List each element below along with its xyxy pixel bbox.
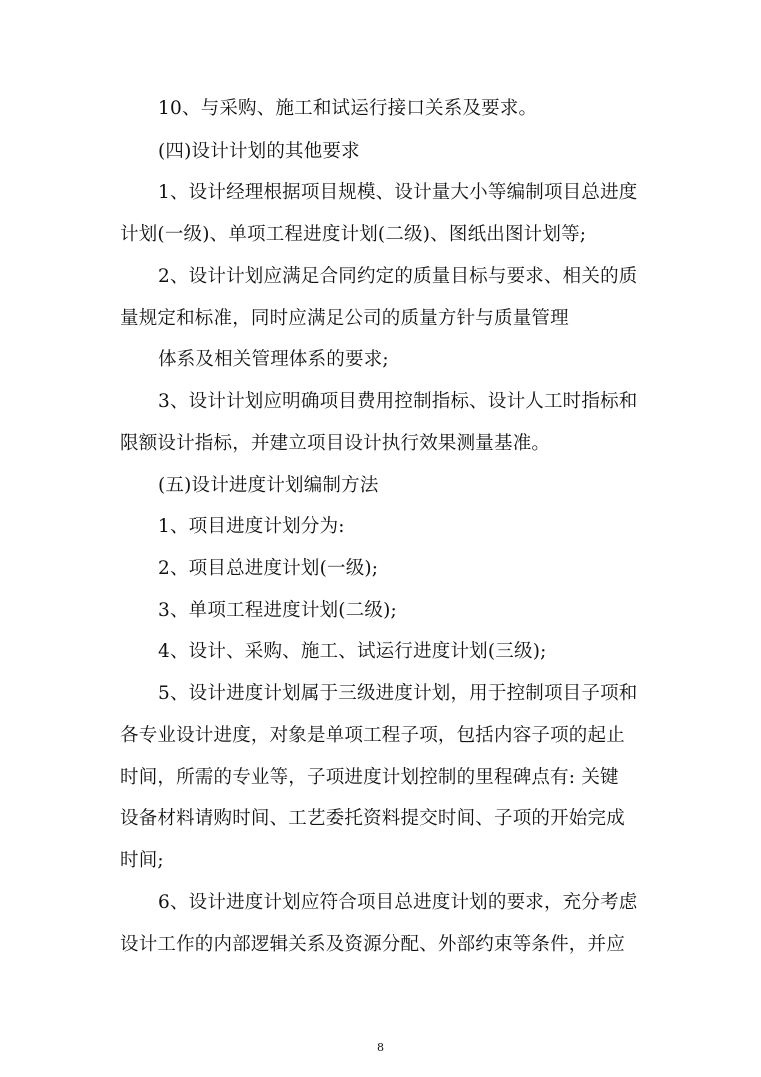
text-line-15: 5、设计进度计划属于三级进度计划，用于控制项目子项和 <box>158 683 638 704</box>
text-line-12: 2、项目总进度计划(一级); <box>158 558 379 579</box>
text-line-8: 3、设计计划应明确项目费用控制指标、设计人工时指标和 <box>158 391 638 412</box>
text-line-7: 体系及相关管理体系的要求; <box>158 349 389 370</box>
section-heading-4: (四)设计计划的其他要求 <box>158 141 360 162</box>
text-line-20: 6、设计进度计划应符合项目总进度计划的要求，充分考虑 <box>158 892 638 913</box>
text-line-14: 4、设计、采购、施工、试运行进度计划(三级); <box>158 641 547 662</box>
text-line-6: 量规定和标准，同时应满足公司的质量方针与质量管理 <box>120 308 569 329</box>
text-line-13: 3、单项工程进度计划(二级); <box>158 600 397 621</box>
text-line-9: 限额设计指标，并建立项目设计执行效果测量基准。 <box>120 433 551 454</box>
page-number: 8 <box>377 1041 384 1054</box>
text-line-11: 1、项目进度计划分为: <box>158 516 345 537</box>
text-line-16: 各专业设计进度，对象是单项工程子项，包括内容子项的起止 <box>120 725 625 746</box>
text-line-5: 2、设计计划应满足合同约定的质量目标与要求、相关的质 <box>158 266 638 287</box>
text-line-4: 计划(一级)、单项工程进度计划(二级)、图纸出图计划等; <box>120 224 587 245</box>
text-line-19: 时间; <box>120 850 164 871</box>
text-line-1: 10、与采购、施工和试运行接口关系及要求。 <box>158 98 538 119</box>
text-line-21: 设计工作的内部逻辑关系及资源分配、外部约束等条件，并应 <box>120 934 625 955</box>
text-line-3: 1、设计经理根据项目规模、设计量大小等编制项目总进度 <box>158 182 638 203</box>
text-line-18: 设备材料请购时间、工艺委托资料提交时间、子项的开始完成 <box>120 808 625 829</box>
text-line-17: 时间，所需的专业等，子项进度计划控制的里程碑点有: 关键 <box>120 767 619 788</box>
section-heading-5: (五)设计进度计划编制方法 <box>158 475 379 496</box>
